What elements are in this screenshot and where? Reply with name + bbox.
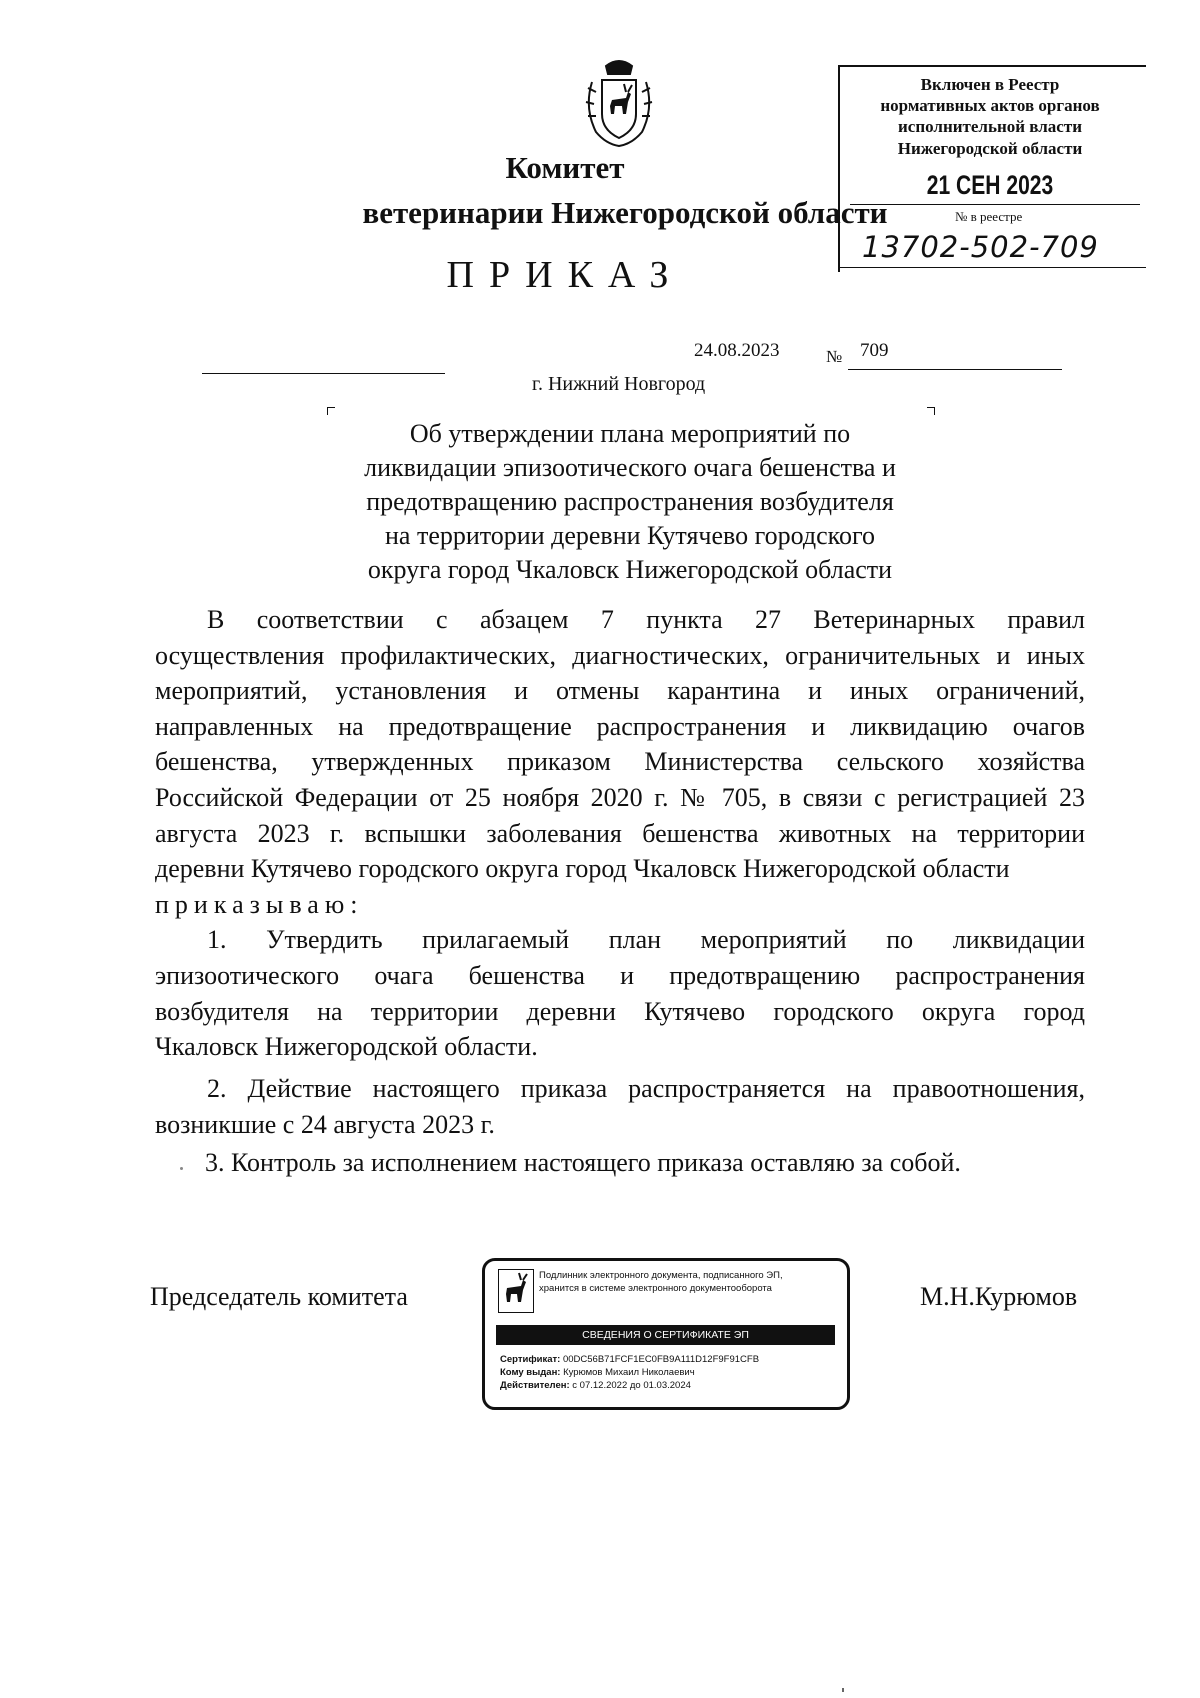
certificate-row xyxy=(500,1354,759,1365)
certificate-owner-row xyxy=(500,1367,695,1378)
subject-line: округа город Чкаловск Нижегородской области xyxy=(367,555,893,584)
registry-stamp-line: нормативных актов органов xyxy=(880,96,1100,115)
order-date: 24.08.2023 xyxy=(694,340,780,361)
body-line: В соответствии с абзацем 7 пункта 27 Ветеринарных правил xyxy=(207,605,1085,634)
body-line: деревни Кутячево городского округа город Чкаловск Нижегородской области xyxy=(155,854,1010,884)
body-line: направленных на предотвращение распространения и ликвидацию очагов xyxy=(155,711,1085,741)
signer-name: М.Н.Курюмов xyxy=(920,1282,1078,1311)
e-signature-note: Подлинник электронного документа, подписанного ЭП, xyxy=(539,1270,783,1281)
registry-stamp-line: исполнительной власти xyxy=(898,117,1082,136)
certificate-validity-row xyxy=(500,1380,691,1391)
body-line: бешенства, утвержденных приказом Министерства сельского хозяйства xyxy=(155,747,1085,777)
order-item-3: 3. Контроль за исполнением настоящего приказа оставляю за собой. xyxy=(205,1148,961,1177)
order-number: 709 xyxy=(860,340,889,361)
registry-number: 13702-502-709 xyxy=(862,230,1099,264)
subject-line: на территории деревни Кутячево городского xyxy=(385,521,875,550)
blank-line xyxy=(202,373,445,374)
body-line: мероприятий, установления и отмены карантина и иных ограничений, xyxy=(155,676,1085,706)
order-city: г. Нижний Новгород xyxy=(532,373,706,395)
validity-label: Действителен: xyxy=(500,1380,570,1391)
number-sign: № xyxy=(826,347,843,366)
registry-date: 21 СЕН 2023 xyxy=(926,170,1054,200)
owner-label: Кому выдан: xyxy=(500,1367,561,1378)
corner-mark xyxy=(327,407,335,415)
registry-stamp-line: Включен в Реестр xyxy=(920,75,1060,94)
registry-number-label: № в реестре xyxy=(955,209,1023,224)
order-item-2 xyxy=(155,1071,1085,1143)
subject-line: ликвидации эпизоотического очага бешенства и xyxy=(364,453,896,482)
subject-line: Об утверждении плана мероприятий по xyxy=(409,419,851,448)
scan-speck xyxy=(180,1167,183,1170)
registry-stamp xyxy=(838,65,1146,272)
number-line xyxy=(848,369,1062,370)
owner-value: Курюмов Михаил Николаевич xyxy=(563,1367,695,1378)
document-type: ПРИКАЗ xyxy=(446,254,684,296)
body-line: возбудителя на территории деревни Кутячево городского округа город xyxy=(155,996,1085,1026)
divider xyxy=(850,204,1140,205)
body-line: Чкаловск Нижегородской области. xyxy=(155,1032,538,1062)
certificate-label: Сертификат: xyxy=(500,1354,561,1365)
e-signature-note: хранится в системе электронного документооборота xyxy=(539,1283,772,1294)
coat-of-arms-icon xyxy=(582,58,656,148)
body-line: возникшие с 24 августа 2023 г. xyxy=(155,1110,495,1139)
body-line: Российской Федерации от 25 ноября 2020 г. № 705, в связи с регистрацией 23 xyxy=(155,782,1085,812)
scan-speck xyxy=(842,1688,844,1692)
body-line: 1. Утвердить прилагаемый план мероприятий по ликвидации xyxy=(207,925,1085,955)
order-body xyxy=(155,602,1085,1065)
signer-position: Председатель комитета xyxy=(150,1282,408,1311)
body-line: 2. Действие настоящего приказа распространяется на правоотношения, xyxy=(207,1074,1085,1103)
org-name-line1: Комитет xyxy=(505,150,625,185)
subject-line: предотвращению распространения возбудителя xyxy=(366,487,894,516)
divider xyxy=(840,267,1146,268)
corner-mark xyxy=(927,407,935,415)
body-line: осуществления профилактических, диагностических, ограничительных и иных xyxy=(155,640,1085,670)
validity-value: с 07.12.2022 до 01.03.2024 xyxy=(572,1380,691,1391)
order-word: приказываю: xyxy=(155,889,364,919)
deer-emblem-icon xyxy=(498,1269,534,1313)
e-signature-stamp xyxy=(482,1258,850,1410)
registry-stamp-line: Нижегородской области xyxy=(897,139,1083,158)
certificate-value: 00DC56B71FCF1EC0FB9A111D12F9F91CFB xyxy=(562,1354,760,1365)
body-line: эпизоотического очага бешенства и предотвращению распространения xyxy=(155,960,1085,990)
org-name-line2: ветеринарии Нижегородской области xyxy=(362,195,888,230)
order-subject xyxy=(300,417,960,587)
certificate-header: СВЕДЕНИЯ О СЕРТИФИКАТЕ ЭП xyxy=(496,1325,835,1345)
body-line: августа 2023 г. вспышки заболевания бешенства животных на территории xyxy=(155,818,1085,848)
